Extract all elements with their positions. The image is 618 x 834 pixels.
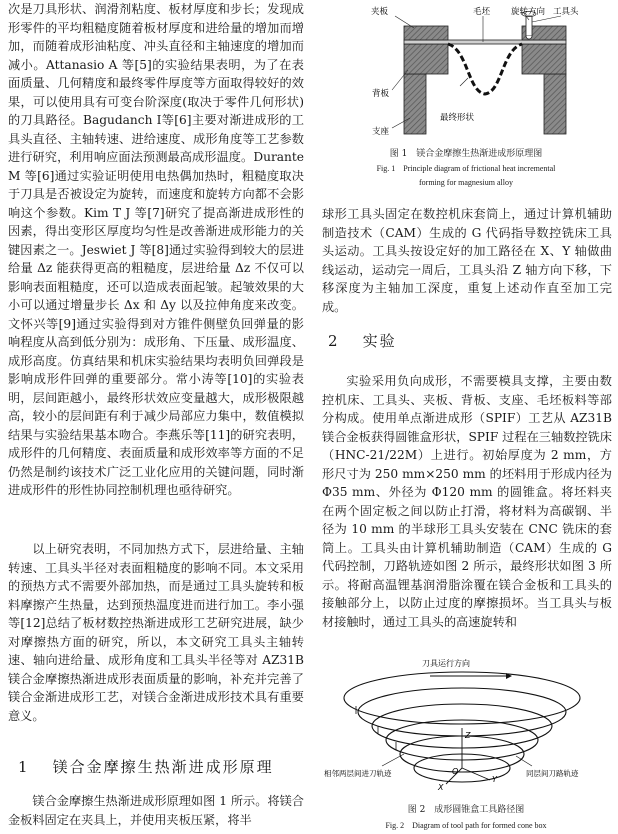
axis-y-label: Y [492, 775, 497, 784]
paragraph-tool-motion: 球形工具头固定在数控机床套筒上，通过计算机辅助制造技术（CAM）生成的 G 代码指导数控铣床工具头运动。工具头按设定好的加工路径在 X、Y 轴做曲线运动，运动完一周后，工具头沿 Z 轴方向下移，下移深度为主轴加工深度，重复上述动作直至加工完成。 [322, 207, 612, 314]
section-number: 1 [18, 758, 30, 776]
left-support [404, 74, 426, 134]
figure-1 [318, 0, 614, 196]
label-support: 支座 [372, 127, 390, 137]
axis-y-line [462, 768, 490, 780]
paragraph-section1-intro: 镁合金摩擦生热渐进成形原理如图 1 所示。将镁合金板料固定在夹具上，并使用夹板压紧，将半 [8, 794, 304, 827]
figure-1-diagram [318, 0, 614, 156]
tool-head-icon [526, 16, 532, 36]
label-clamp-plate: 夹板 [371, 7, 389, 17]
final-shape-curve [448, 44, 522, 94]
label-tool-head: 工具头 [553, 7, 579, 17]
label-tool-direction: 刀具运行方向 [422, 659, 470, 668]
section-title: 镁合金摩擦生热渐进成形原理 [52, 758, 274, 776]
label-backing-plate: 背板 [372, 89, 390, 99]
label-same-layer-path: 同层间刀路轨迹 [526, 769, 579, 778]
figure-2-caption-cn: 图 2 成形圆锥盒工具路径图 [407, 805, 525, 815]
label-inter-layer-path: 相邻两层间进刀轨迹 [324, 769, 392, 778]
section-title: 实验 [362, 332, 397, 350]
label-final-shape: 最终形状 [440, 113, 475, 123]
origin-label: O [452, 767, 459, 776]
figure-2-caption-en: Fig. 2 Diagram of tool path for formed cone box [385, 821, 547, 830]
section1-heading [18, 756, 308, 777]
label-blank: 毛坯 [473, 7, 491, 17]
label-rotation-direction: 旋转方向 [511, 7, 546, 17]
figure-2-diagram [320, 650, 612, 802]
paragraph-experiment: 实验采用负向成形，不需要模具支撑，主要由数控机床、工具头、夹板、背板、支座、毛坯板料等部分构成。使用单点渐进成形（SPIF）工艺从 AZ31B 镁合金板获得圆锥盒形状，SPIF 过程在三轴数控铣床（HNC-21/22M）上进行。初始厚度为 2 mm，方形尺寸为 250 mm×250 mm 的坯料用于形成内径为 Φ35 mm、外径为 Φ120 mm 的圆锥盒。将坯料夹在两个固定板之间以防止打滑，将材料为高碳钢、半径为 10 mm 的半球形工具头安装在 CNC 铣床的套筒上。工具头由计算机辅助制造（CAM）生成的 G 代码控制，刀路轨迹如图 2 所示，最终形状如图 3 所示。将耐高温锂基润滑脂涂覆在镁合金板和工具头的接触部分上，以防止过度的摩擦损坏。当工具头与板材接触时，通过工具头的高速旋转和 [322, 374, 612, 629]
path-layer-1 [344, 672, 580, 724]
axis-x-label: X [438, 783, 444, 792]
figure-1-caption-en-2: forming for magnesium alloy [419, 178, 513, 187]
figure-1-caption-en-1: Fig. 1 Principle diagram of frictional heat incremental [376, 164, 556, 173]
figure-1-caption-cn: 图 1 镁合金摩擦生热渐进成形原理图 [389, 149, 543, 159]
section2-heading [328, 330, 608, 351]
left-backing-plate [404, 44, 448, 74]
axis-z-label: Z [465, 731, 471, 740]
right-backing-plate [522, 44, 566, 74]
paragraph-research-summary: 以上研究表明，不同加热方式下，层进给量、主轴转速、工具头半径对表面粗糙度的影响不同。本文采用的预热方式不需要外部加热，而是通过工具头旋转和板料摩擦产生热量，达到预热温度进而进行加工。李小强等[12]总结了板材数控热渐进成形工艺研究进展，缺少对摩擦热方面的研究，所以，本文研究工具头主轴转速、轴向进给量、成形角度和工具头半径等对 AZ31B 镁合金摩擦热渐进成形表面质量的影响，补充并完善了镁合金渐进成形工艺，对镁合金渐进成形技术具有重要意义。 [8, 542, 304, 723]
right-support [544, 74, 566, 134]
blank-sheet [404, 40, 566, 44]
figure-2 [320, 650, 612, 834]
left-clamp-plate [404, 26, 448, 40]
section-number: 2 [328, 332, 340, 350]
paragraph-literature-review: 次是刀具形状、润滑剂粘度、板材厚度和步长；发现成形零件的平均粗糙度随着板材厚度和进给量的增加而增加，而随着成形油粘度、冲头直径和主轴速度的增加而减小。Attanasio A 等[5]的实验结果表明，为了在表面质量、几何精度和最终零件厚度等方面取得较好的效果，可以使用具有可变台阶深度(取决于零件几何形状)的刀具路径。Bagudanch I等[6]主要对渐进成形的工具头直径、主轴转速、进给速度、成形角度等工艺参数进行研究，利用响应面法预测最高成形温度。Durante M 等[6]通过实验证明使用电热偶加热时，粗糙度取决于刀具是否被设定为旋转，而速度和旋转方向都不会影响这个参数。Kim T J 等[7]研究了提高渐进成形性的因素，得出变形区厚度均匀性是改善渐进成形能力的关键因素之一。Jeswiet J 等[8]通过实验得到较大的层进给量 Δz 能获得更高的粗糙度，层进给量 Δz 不仅可以影响表面粗糙度，还可以造成表面起皱。起皱效果的大小可以通过增量步长 Δx 和 Δy 以及拉伸角度来改变。文怀兴等[9]通过实验得到对方锥件侧壁负回弹量的影响程度从高到低分别为：成形角、下压量、成形温度、成形高度。仿真结果和机床实验结果均表明负回弹段是影响成形件回弹的重要部分。常小涛等[10]的实验表明，层间距越小，最终形状效应变量越大，成形极限越高，较小的层间距有利于减少局部应力集中，数值模拟结果与实验结果基本吻合。李燕乐等[11]的研究表明，成形件的几何精度、表面质量和成形效率等方面的不足仍然是制约该技术广泛工业化应用的关键问题，同时渐进成形件的形性协同控制机理也亟待研究。 [8, 2, 304, 497]
